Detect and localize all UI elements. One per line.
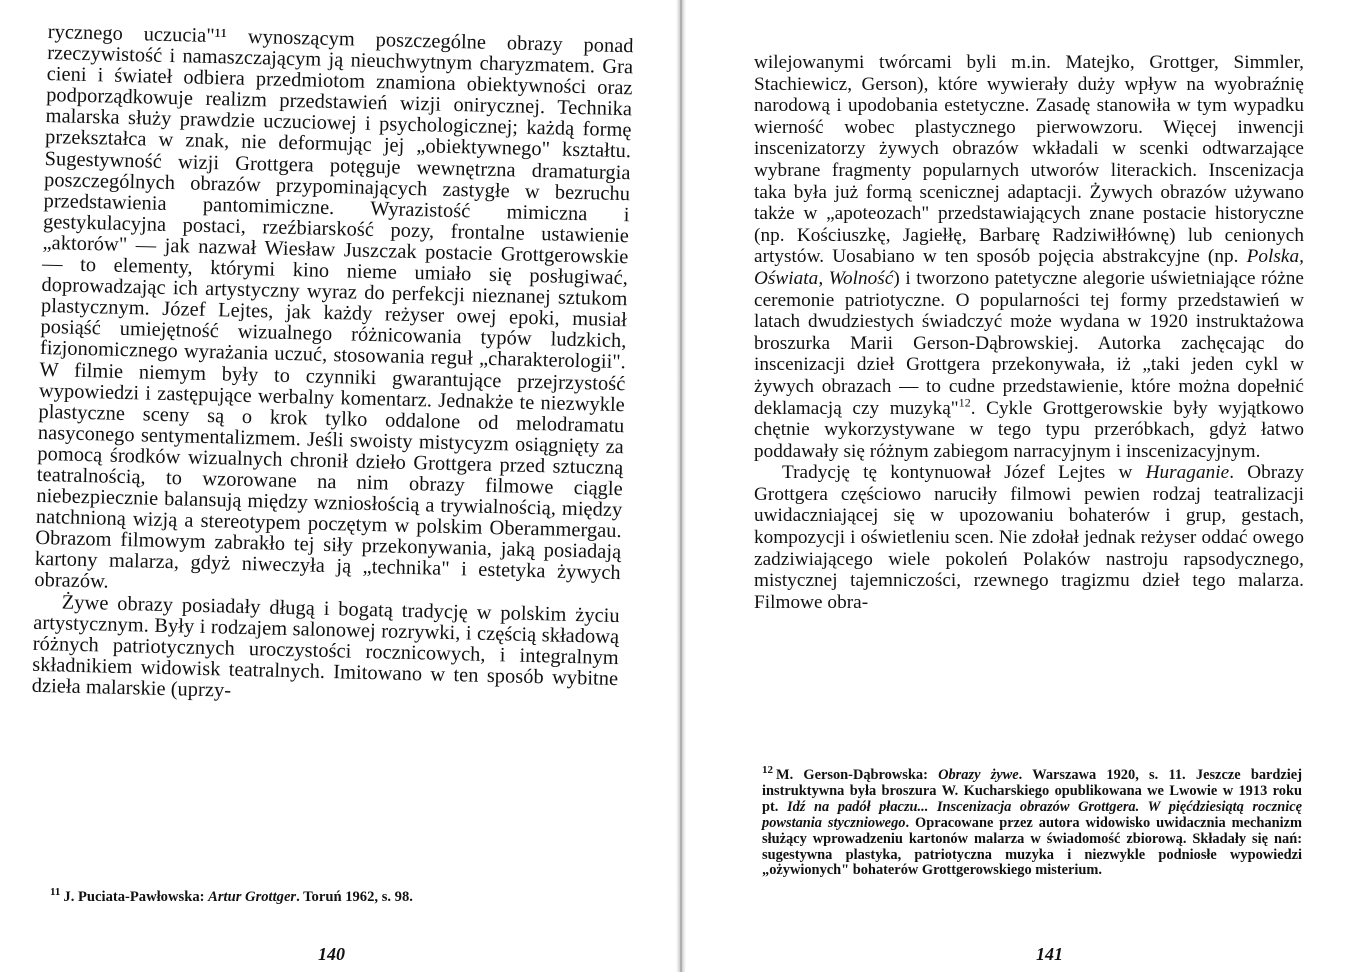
footnote-12-text-b: . Warszawa 1920, s. 11. Jeszcze bardziej instruktywna była broszura W. Kucharskiego opublikowana we Lwowie w 1913 roku pt. bbox=[762, 767, 1302, 815]
footnote-12 bbox=[762, 764, 1303, 879]
page-number-left: 140 bbox=[318, 944, 345, 964]
footnote-title: Artur Grottger bbox=[208, 889, 297, 905]
footnote-number: 11 bbox=[50, 886, 61, 899]
right-paragraph-2 bbox=[754, 462, 1304, 613]
right-paragraph-1 bbox=[754, 52, 1304, 462]
left-page bbox=[0, 0, 676, 972]
page-number-right: 141 bbox=[1036, 944, 1063, 964]
footnote-author: J. Puciata-Pawłowska: bbox=[63, 889, 209, 905]
right-page-body bbox=[754, 52, 1304, 613]
footnote-12-title-1: Obrazy żywe bbox=[938, 767, 1019, 783]
book-gutter bbox=[676, 0, 686, 972]
right-paragraph-1-text-a: wilejowanymi twórcami byli m.in. Matejko, Grottger, Simmler, Stachiewicz, Gerson), które wywierały duży wpływ na wyobraźnię narodową i upodobania estetyczne. Zasadę stanowiła w tym wypadku wierność wobec plastycznego pierwowzoru. Więcej inwencji inscenizatorzy żywych obrazów wkładali w scenki odtwarzające wybrane fragmenty popularnych utworów literackich. Inscenizacja taka była już formą scenicznej adaptacji. Żywych obrazów używano także w „apoteozach" przedstawiających znane postacie historyczne (np. Kościuszkę, Jagiełłę, Barbarę Radziwiłłównę) lub cenionych artystów. Uosabiano w ten sposób pojęcia abstrakcyjne (np. bbox=[754, 52, 1304, 268]
right-paragraph-2-text-b: . Obrazy Grottgera częściowo naruciły filmowi pewien rodzaj teatralizacji uwidaczniającej się w upozowaniu bohaterów i grup, gestach, kompozycji i oświetleniu scen. Nie zdołał jednak reżyser oddać owego zadziwiającego wiele pokoleń Polaków nastroju rapsodycznego, mistycznej tajemniczości, rzewnego tragizmu dzieł tego malarza. Filmowe obra- bbox=[754, 462, 1304, 613]
footnote-11 bbox=[50, 886, 610, 906]
footnote-12-text-c: . Opracowane przez autora widowisko uwidacznia mechanizm służący wprowadzeniu kartonów malarza w świadomość zbiorową. Składały się nań: sugestywna plastyka, patriotyczna muzyka i niezwykle podniosłe wypowiedzi „ożywionych" bohaterów Grottgerowskiego misterium. bbox=[762, 814, 1303, 879]
footnote-number: 12 bbox=[762, 764, 773, 777]
right-paragraph-1-italic: Polska, Oświata, Wolność bbox=[754, 246, 1304, 289]
footnote-ref-12: 12 bbox=[958, 395, 971, 410]
footnote-12-text-a: M. Gerson-Dąbrowska: bbox=[776, 767, 939, 783]
right-paragraph-2-text-a: Tradycję tę kontynuował Józef Lejtes w bbox=[782, 462, 1146, 484]
right-page bbox=[686, 0, 1368, 972]
left-paragraph-1: rycznego uczucia"¹¹ wynoszącym poszczególne obrazy ponad rzeczywistość i namaszczającym ją nieuchwytnym charyzmatem. Gra cieni i świateł odbiera przedmiotom znamiona obiektywności oraz podporządkowuje realizm przedstawień wizji onirycznej. Technika malarska służy prawdzie uczuciowej i psychologicznej; każdą formę przekształca w znak, nie deformując jej „obiektywnego" kształtu. Sugestywność wizji Grottgera potęguje wewnętrzna dramaturgia poszczególnych obrazów przypominających zastygłe w bezruchu przedstawienia pantomimiczne. Wyrazistość mimiczna i gestykulacyjna postaci, rzeźbiarskość pozy, frontalne ustawienie „aktorów" — jak nazwał Wiesław Juszczak postacie Grottgerowskie — to elementy, którymi kino nieme umiało się posługiwać, doprowadzając ich artystyczny wyraz do perfekcji nieznanej sztukom plastycznym. Józef Lejtes, jak każdy reżyser owej epoki, musiał posiąść umiejętność wizualnego różnicowania typów ludzkich, fizjonomicznego wyrażania uczuć, stosowania reguł „charakterologii". W filmie niemym były to czynniki gwarantujące przejrzystość wypowiedzi i zastępujące werbalny komentarz. Jednakże te niezwykle plastyczne sceny są o krok tylko oddalone od melodramatu nasyconego sentymentalizmem. Jeśli swoisty mistycyzm osiągnięty za pomocą środków wizualnych chronił dzieło Grottgera przed sztuczną teatralnością, to wzorowane na nim obrazy filmowe ciągle niebezpiecznie balansują między wzniosłością a trywialnością, między natchnioną wizją a stereotypem poczętym w polskim Oberammergau. Obrazom filmowym zabrakło tej siły przekonywania, jaką posiadają kartony malarza, gdyż niweczyła ją „technika" i estetyka żywych obrazów. bbox=[34, 21, 634, 594]
right-paragraph-1-text-c: . Cykle Grottgerowskie były wyjątkowo chętnie wykorzystywane w tego typu przeróbkach, gdyż łatwo poddawały się różnym zabiegom narracyjnym i inscenizacyjnym. bbox=[754, 397, 1305, 462]
left-paragraph-2: Żywe obrazy posiadały długą i bogatą tradycję w polskim życiu artystycznym. Były i rodzajem salonowej rozrywki, i częścią składową różnych patriotycznych uroczystości rocznicowych, i integralnym składnikiem widowisk teatralnych. Imitowano w ten sposób wybitne dzieła malarskie (uprzy- bbox=[31, 591, 620, 702]
left-page-body bbox=[32, 22, 634, 711]
footnote-12-title-2: Idź na padół płaczu... Inscenizacja obrazów Grottgera. W pięćdziesiątą rocznicę powstania styczniowego bbox=[762, 798, 1302, 831]
right-paragraph-1-text-b: ) i tworzono patetyczne alegorie uświetniające różne ceremonie patriotyczne. O popularności tej formy przedstawień w latach dwudziestych świadczyć może wydana w 1920 instruktażowa broszurka Marii Gerson-Dąbrowskiej. Autorka zachęcając do inscenizacji dzieł Grottgera przekonywała, iż „taki jeden cykl w żywych obrazach — to cudne przedstawienie, które można dopełnić deklamacją czy muzyką" bbox=[754, 267, 1304, 419]
right-paragraph-2-italic: Huraganie bbox=[1145, 462, 1230, 484]
footnote-rest: . Toruń 1962, s. 98. bbox=[296, 889, 413, 905]
